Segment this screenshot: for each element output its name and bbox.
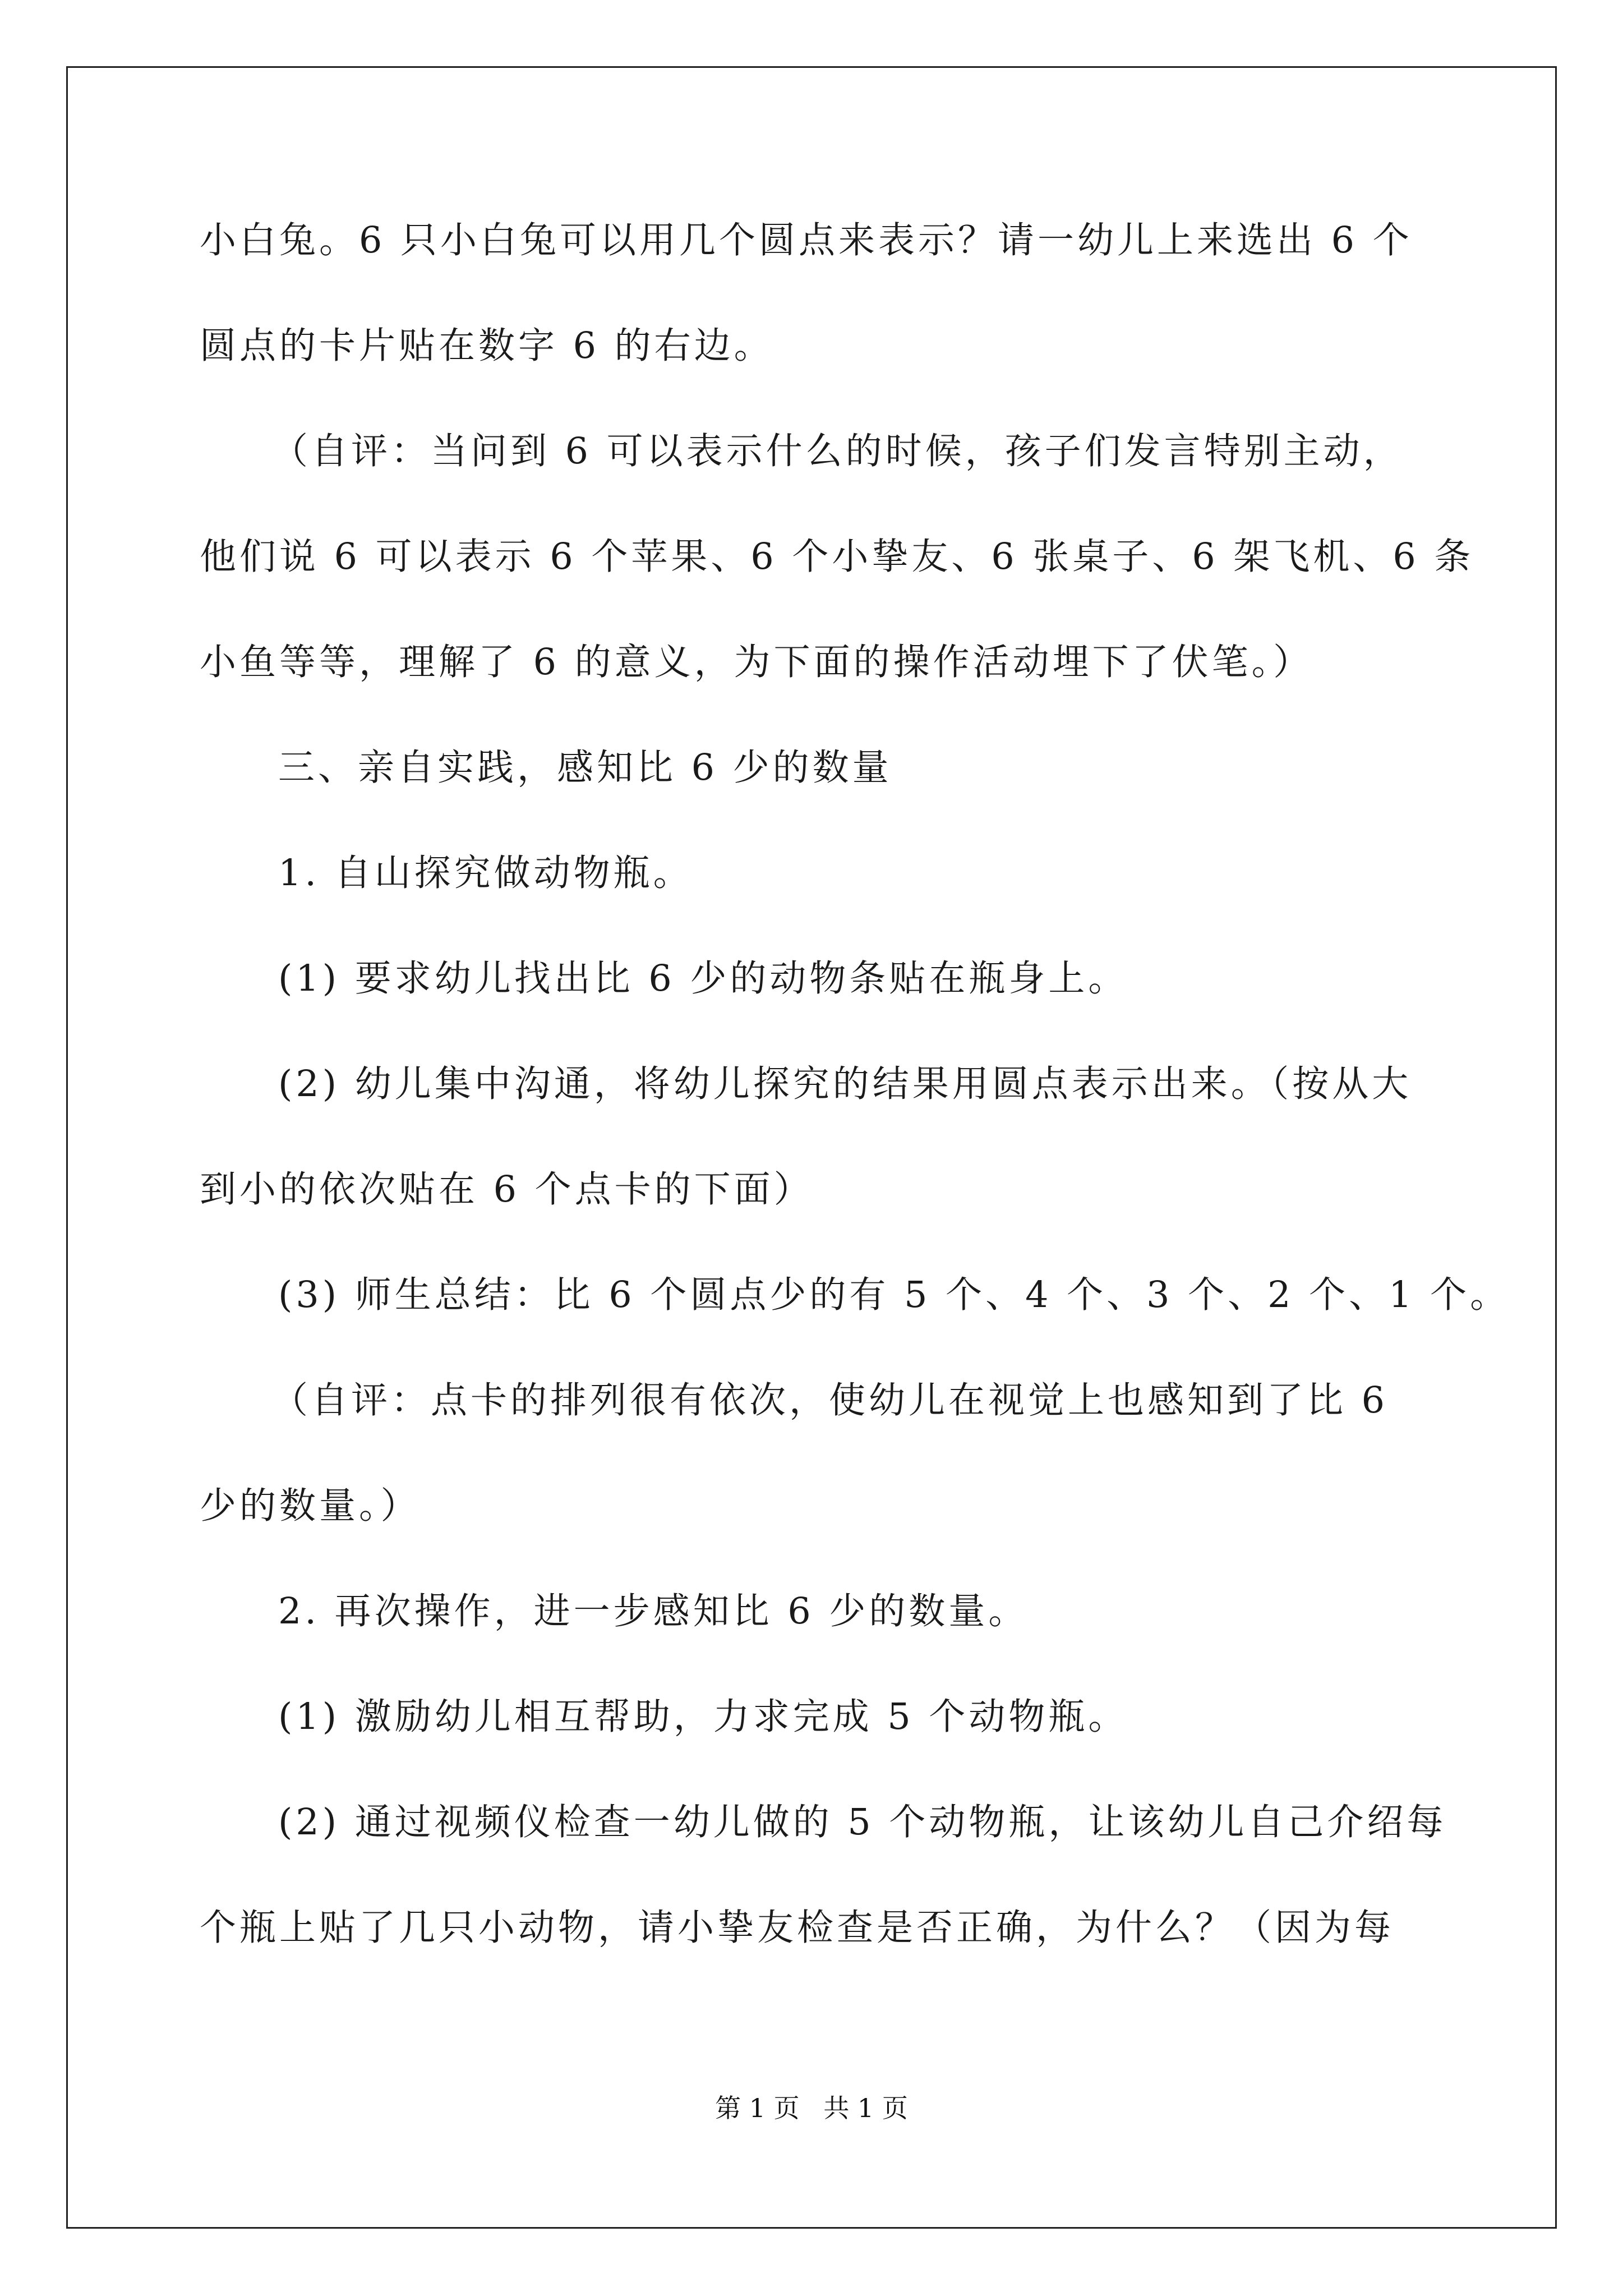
paragraph-line: 小鱼等等，理解了 6 的意义，为下面的操作活动埋下了伏笔。） — [200, 641, 1313, 683]
section-heading: 三、亲自实践，感知比 6 少的数量 — [278, 747, 892, 789]
page-number: 第 1 页 — [715, 2093, 800, 2123]
paragraph-line: 1. 自山探究做动物瓶。 — [278, 852, 693, 894]
paragraph-line: (1) 激励幼儿相互帮助，力求完成 5 个动物瓶。 — [278, 1696, 1128, 1738]
paragraph-line: 个瓶上贴了几只小动物，请小挚友检查是否正确，为什么？（因为每 — [200, 1907, 1395, 1949]
paragraph-line: 少的数量。） — [200, 1485, 421, 1527]
paragraph-line: （自评：点卡的排列很有依次，使幼儿在视觉上也感知到了比 6 — [271, 1379, 1389, 1421]
paragraph-line: (2) 幼儿集中沟通，将幼儿探究的结果用圆点表示出来。（按从大 — [278, 1063, 1412, 1105]
paragraph-line: 小白兔。6 只小白兔可以用几个圆点来表示？请一幼儿上来选出 6 个 — [200, 219, 1413, 261]
paragraph-line: 他们说 6 可以表示 6 个苹果、6 个小挚友、6 张桌子、6 架飞机、6 条 — [200, 536, 1474, 578]
paragraph-line: (3) 师生总结：比 6 个圆点少的有 5 个、4 个、3 个、2 个、1 个。 — [278, 1274, 1510, 1316]
page-total: 共 1 页 — [823, 2093, 908, 2123]
page-footer — [0, 2091, 1623, 2125]
paragraph-line: 到小的依次贴在 6 个点卡的下面） — [200, 1168, 814, 1211]
paragraph-line: 2. 再次操作，进一步感知比 6 少的数量。 — [278, 1590, 1029, 1632]
paragraph-line: 圆点的卡片贴在数字 6 的右边。 — [200, 325, 774, 367]
paragraph-line: (1) 要求幼儿找出比 6 少的动物条贴在瓶身上。 — [278, 958, 1128, 1000]
document-body — [200, 216, 1510, 1953]
paragraph-line: （自评：当问到 6 可以表示什么的时候，孩子们发言特别主动， — [271, 430, 1403, 472]
paragraph-line: (2) 通过视频仪检查一幼儿做的 5 个动物瓶，让该幼儿自己介绍每 — [278, 1801, 1447, 1843]
